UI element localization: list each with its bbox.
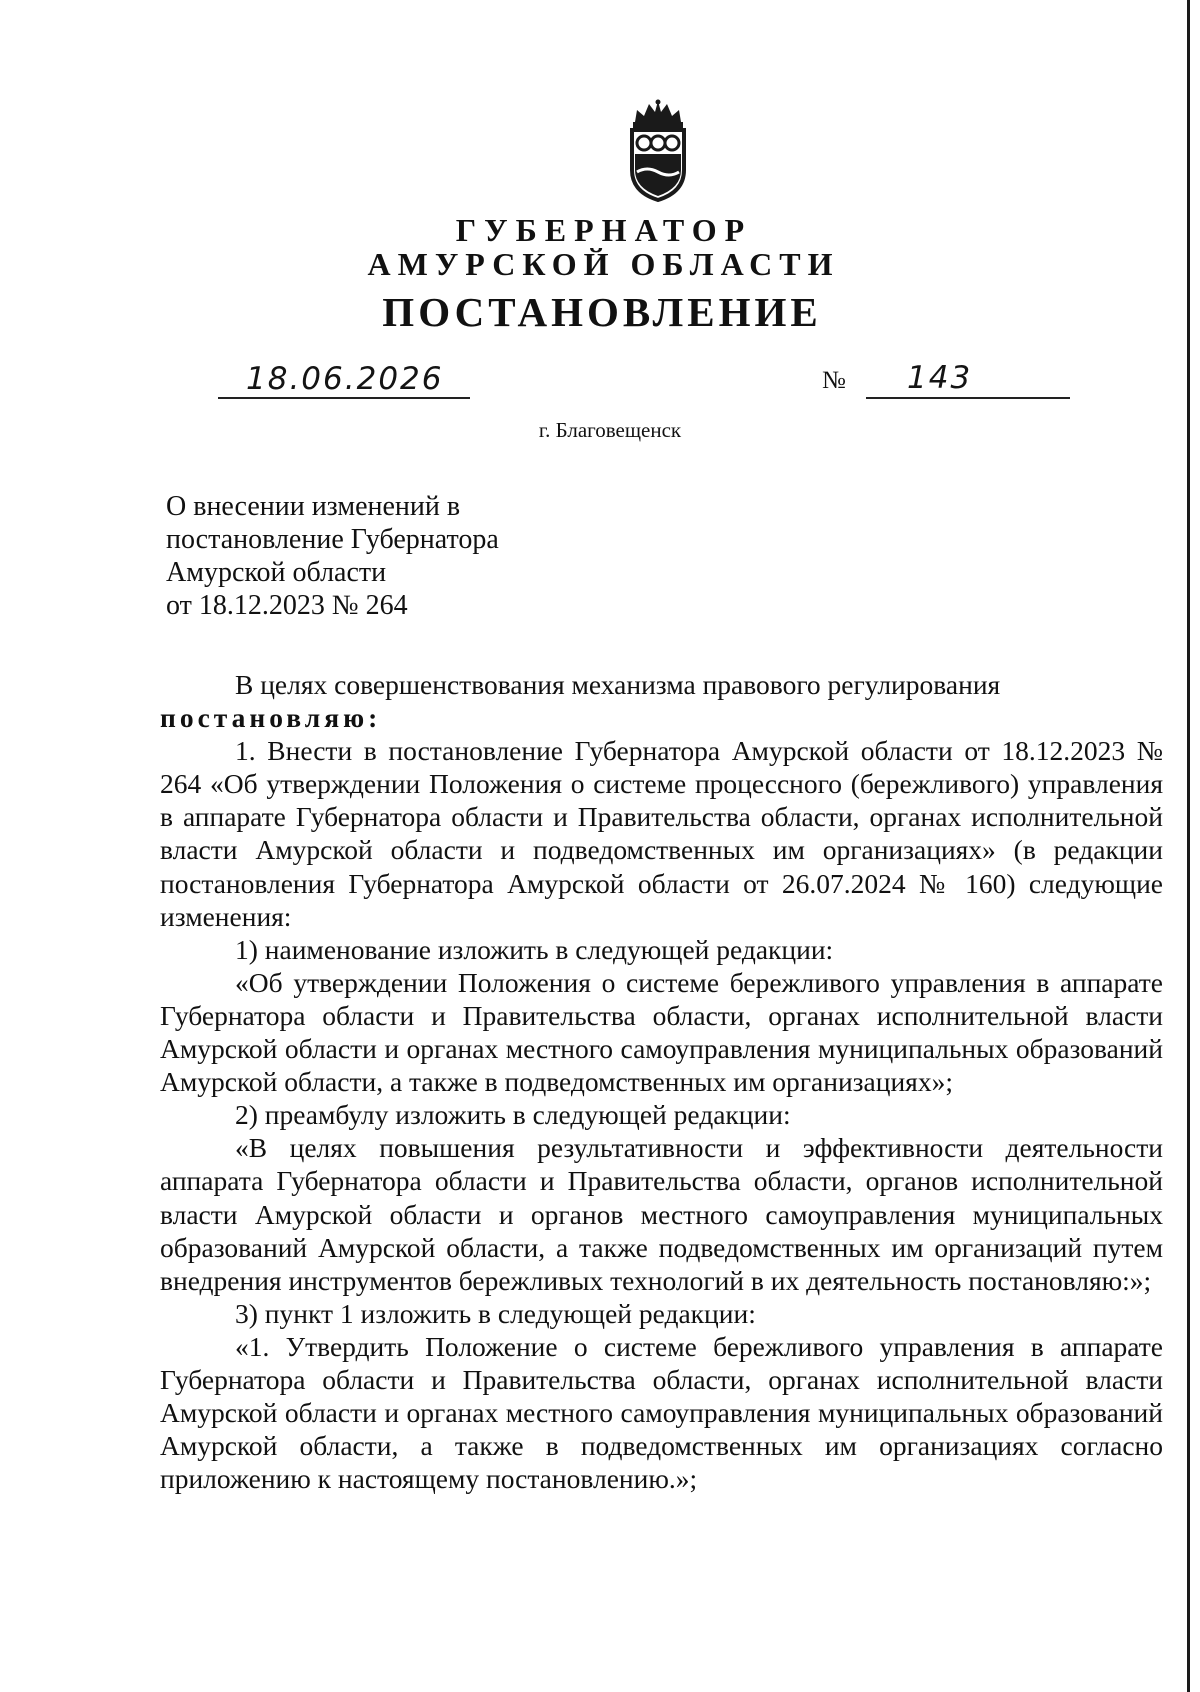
place-of-issue: г. Благовещенск (538, 418, 682, 442)
operative-verb: постановляю: (160, 702, 382, 734)
document-body (160, 668, 1163, 1495)
subitem-2-heading: 2) преамбулу изложить в следующей редакции: (235, 1099, 791, 1131)
number-underline (866, 397, 1070, 399)
coat-of-arms-icon (627, 98, 689, 202)
issuer-title: ГУБЕРНАТОР (455, 212, 753, 248)
subitem-3-heading: 3) пункт 1 изложить в следующей редакции: (235, 1297, 756, 1329)
document-type: ПОСТАНОВЛЕНИЕ (382, 289, 822, 335)
issuer-region: АМУРСКОЙ ОБЛАСТИ (367, 246, 840, 282)
subitem-1-text: «Об утверждении Положения о системе бережливого управления в аппарате Губернатора области и Правительства области, органах исполнительной власти Амурской области и органах местного самоуправления муниципальных образований Амурской области, а также в подведомственных им организациях»; (160, 966, 1163, 1098)
subject-line: О внесении изменений в (166, 491, 461, 522)
subject-line: постановление Губернатора (166, 524, 499, 555)
number-sign: № (822, 367, 846, 394)
date-underline (218, 397, 470, 399)
item-1-paragraph: 1. Внести в постановление Губернатора Амурской области от 18.12.2023 № 264 «Об утверждении Положения о системе процессного (бережливого) управления в аппарате Губернатора области и Правительства области, органах исполнительной власти Амурской области и подведомственных им организациях» (в редакции постановления Губернатора Амурской области от 26.07.2024 № 160) следующие изменения: (160, 735, 1163, 932)
document-subject (166, 490, 499, 622)
preamble-paragraph: В целях совершенствования механизма правового регулирования (235, 669, 1001, 700)
subitem-1-heading: 1) наименование изложить в следующей редакции: (235, 933, 834, 965)
document-number: 143 (907, 360, 973, 396)
subject-line: Амурской области (166, 557, 387, 588)
subject-line: от 18.12.2023 № 264 (166, 590, 408, 621)
subitem-2-text: «В целях повышения результативности и эффективности деятельности аппарата Губернатора области и Правительства области, органов исполнительной власти Амурской области и органов местного самоуправления муниципальных образований Амурской области, а также подведомственных им организаций путем внедрения инструментов бережливых технологий в их деятельность постановляю:»; (160, 1132, 1163, 1296)
subitem-3-text: «1. Утвердить Положение о системе бережливого управления в аппарате Губернатора области и Правительства области, органах исполнительной власти Амурской области и органах местного самоуправления муниципальных образований Амурской области, а также в подведомственных им организациях согласно приложению к настоящему постановлению.»; (160, 1330, 1163, 1495)
document-date: 18.06.2026 (246, 361, 444, 397)
